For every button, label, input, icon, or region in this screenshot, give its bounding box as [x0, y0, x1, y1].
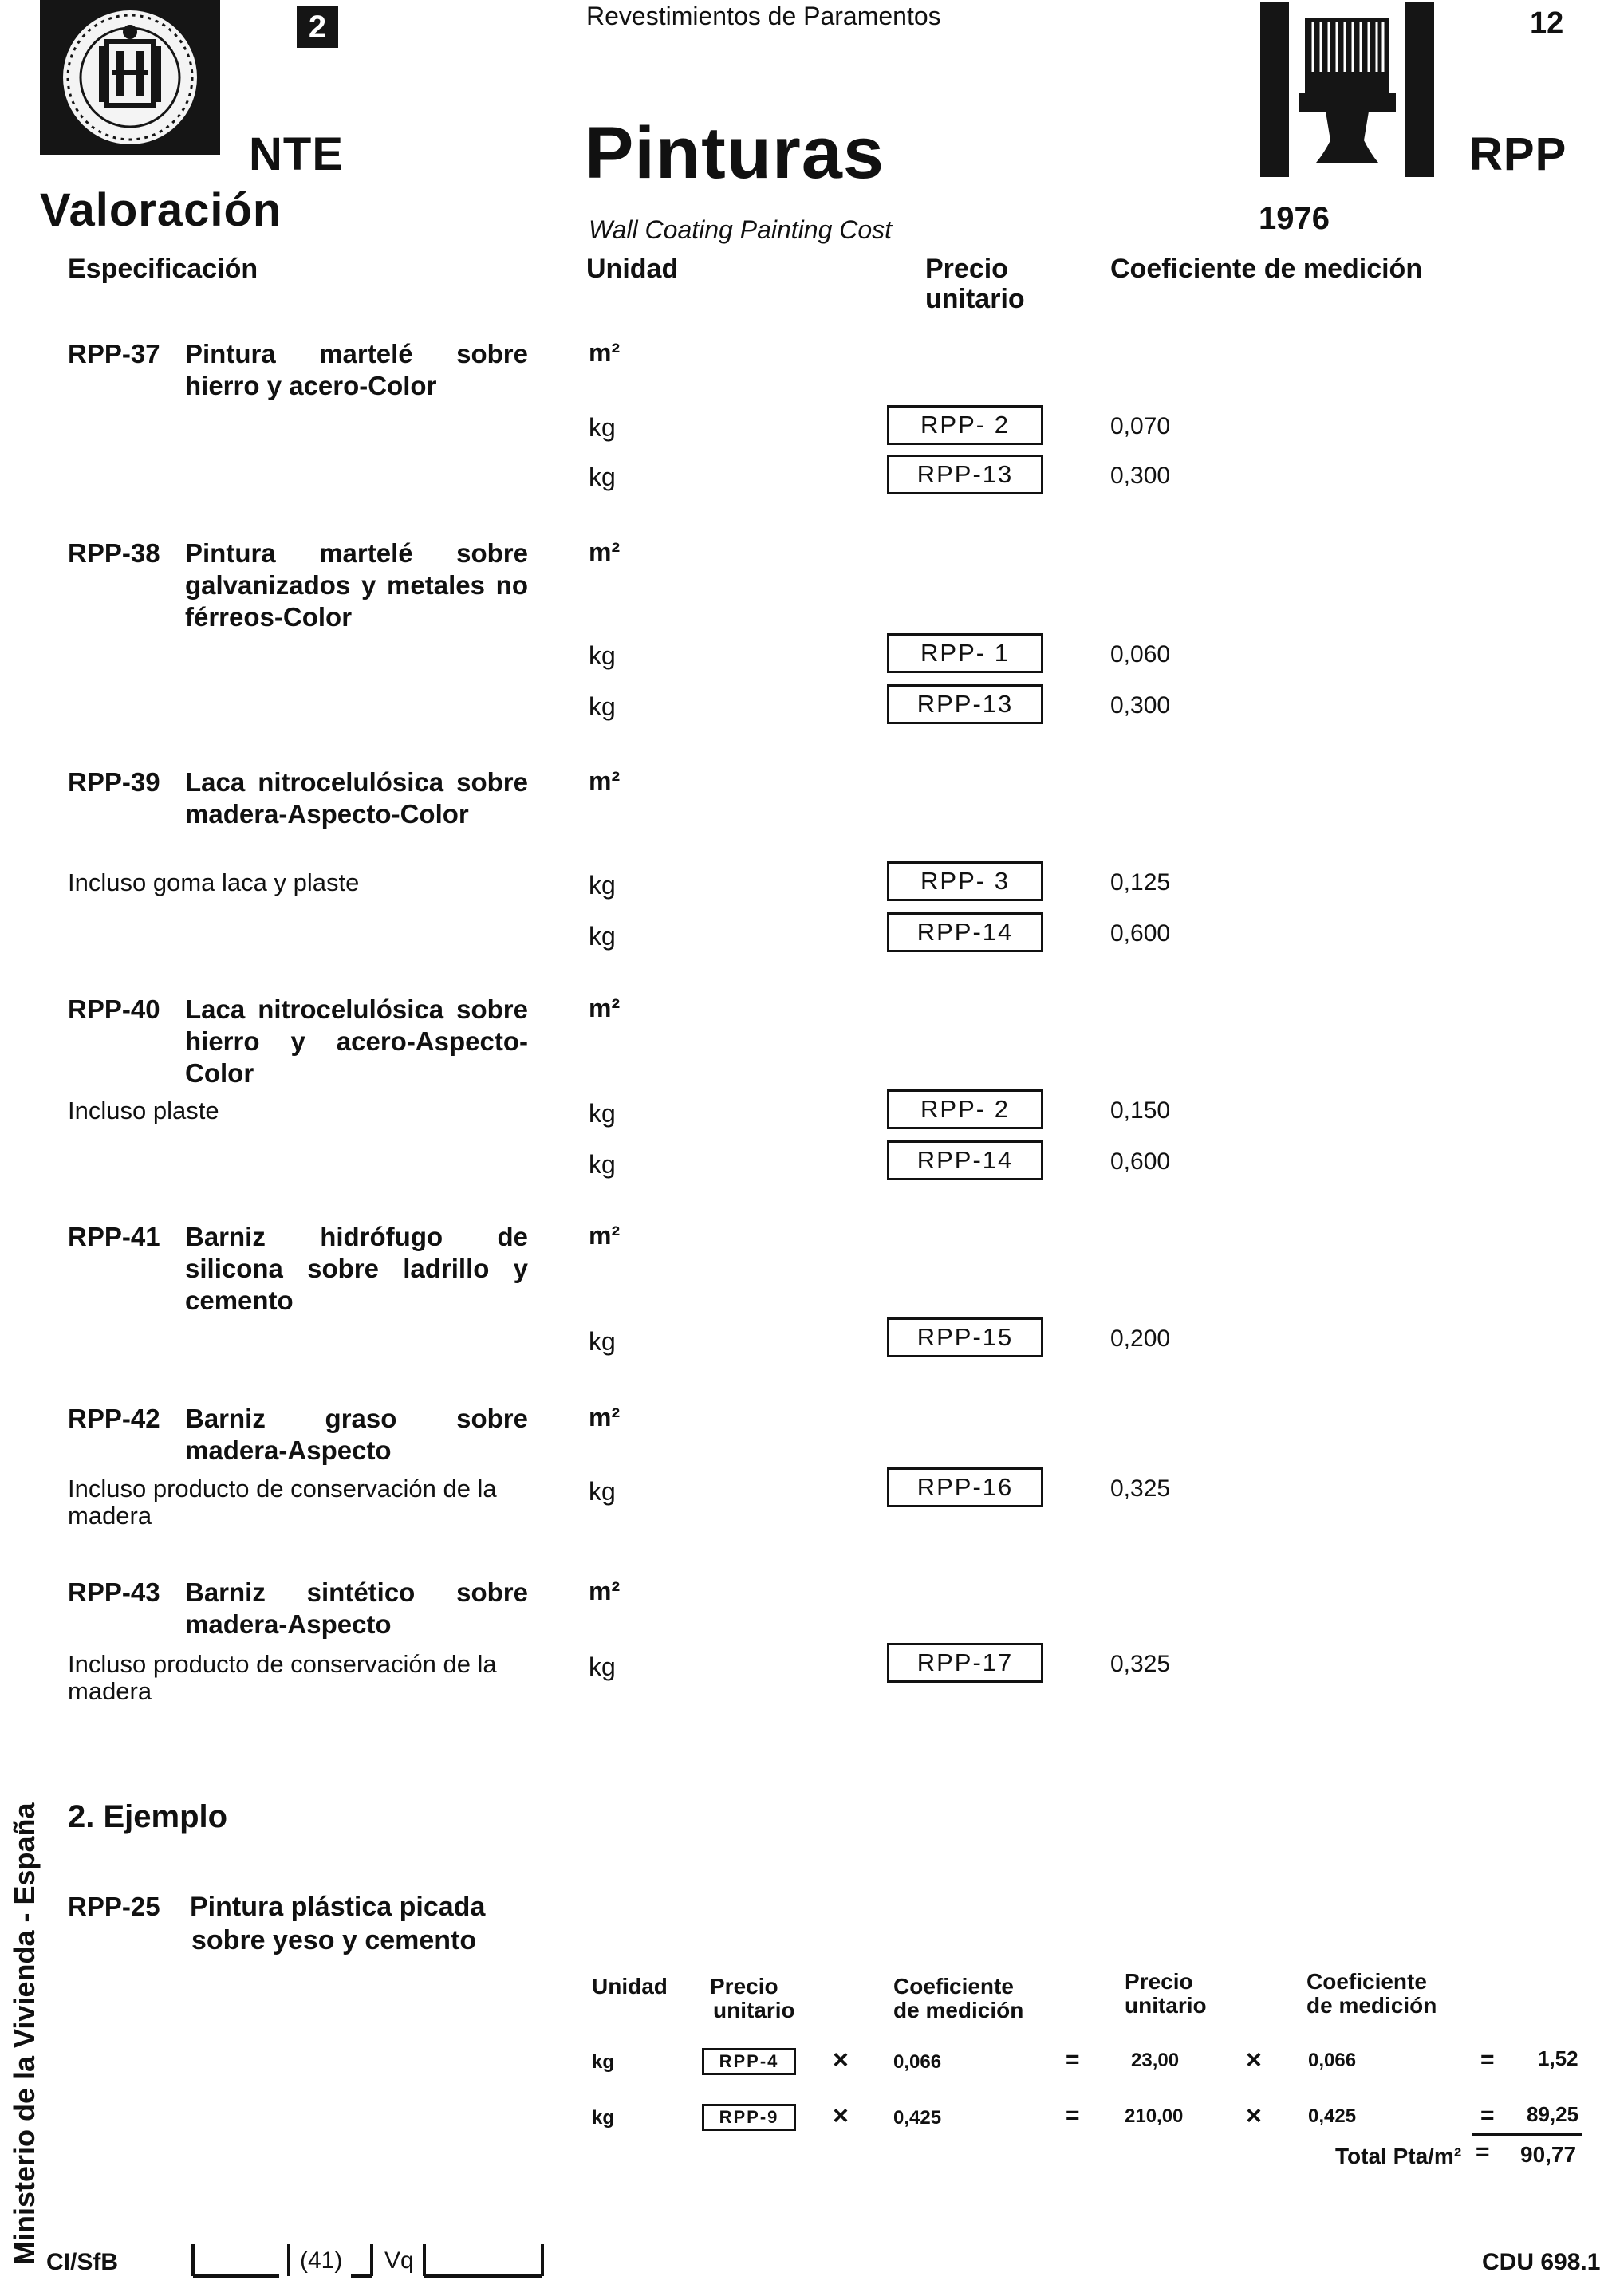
row-unit: kg	[589, 1150, 616, 1179]
example-col-coef2-l2: de medición	[1306, 1993, 1437, 2018]
entry-description: Barniz hidrófugo de silicona sobre ladrillo y cemento	[185, 1222, 528, 1315]
entry-unit: m²	[589, 338, 621, 367]
row-unit: kg	[589, 922, 616, 951]
example-row-coef: 0,066	[893, 2051, 942, 2073]
row-coef: 0,150	[1110, 1097, 1171, 1124]
price-ref-box: RPP-17	[887, 1643, 1043, 1683]
example-row-coef2: 0,425	[1308, 2105, 1357, 2127]
example-row-coef2: 0,066	[1308, 2050, 1357, 2071]
equals-sign: =	[1066, 2102, 1080, 2129]
paintbrush-icon	[1259, 0, 1436, 179]
col-price-header	[925, 254, 1025, 314]
year-label: 1976	[1259, 201, 1330, 236]
entry-note: Incluso producto de conservación de la madera	[68, 1475, 497, 1530]
price-ref-box: RPP-13	[887, 684, 1043, 724]
example-col-coef-l2: de medición	[893, 1998, 1024, 2022]
price-ref-box: RPP-15	[887, 1317, 1043, 1357]
total-equals-sign: =	[1476, 2139, 1490, 2165]
example-row-unit: kg	[592, 2107, 615, 2129]
col-price-header-l1: Precio	[925, 254, 1008, 284]
row-coef: 0,300	[1110, 692, 1171, 719]
total-value: 90,77	[1520, 2142, 1577, 2167]
times-sign: ×	[833, 2101, 849, 2131]
row-coef: 0,070	[1110, 413, 1171, 439]
col-coef-header: Coeficiente de medición	[1110, 254, 1423, 284]
times-sign: ×	[833, 2045, 849, 2075]
entry-unit: m²	[589, 766, 621, 795]
cisfb-label: CI/SfB	[46, 2249, 118, 2275]
chapter-badge: 2	[297, 6, 338, 48]
row-coef: 0,600	[1110, 1148, 1171, 1175]
entry-note: Incluso plaste	[68, 1097, 219, 1124]
example-col-coef2-l1: Coeficiente	[1306, 1969, 1427, 1994]
page-title: Pinturas	[585, 112, 885, 194]
entry-description: Barniz graso sobre madera-Aspecto	[185, 1404, 528, 1465]
col-price-header-l2: unitario	[925, 284, 1025, 314]
row-unit: kg	[589, 1099, 616, 1128]
price-ref-box: RPP-13	[887, 455, 1043, 494]
row-coef: 0,060	[1110, 641, 1171, 668]
cisfb-code-2: Vq	[384, 2247, 414, 2274]
entry-code: RPP-42	[68, 1404, 160, 1433]
row-unit: kg	[589, 1477, 616, 1506]
entry-code: RPP-38	[68, 538, 160, 568]
ministry-label: Ministerio de la Vivienda - España	[8, 1802, 41, 2265]
entry-unit: m²	[589, 994, 621, 1022]
row-unit: kg	[589, 1652, 616, 1681]
entry-description: Pintura martelé sobre galvanizados y metales no férreos-Color	[185, 538, 528, 632]
example-row-unit: kg	[592, 2051, 615, 2073]
equals-sign: =	[1066, 2046, 1080, 2073]
example-description	[190, 1890, 485, 1957]
row-coef: 0,325	[1110, 1651, 1171, 1677]
row-unit: kg	[589, 871, 616, 900]
entry-description: Laca nitrocelulósica sobre madera-Aspecto-Color	[185, 767, 528, 829]
price-ref-box: RPP- 3	[887, 861, 1043, 901]
entry-description: Barniz sintético sobre madera-Aspecto	[185, 1577, 528, 1639]
example-row-result: 1,52	[1538, 2046, 1578, 2070]
total-label: Total Pta/m²	[1335, 2144, 1462, 2168]
row-unit: kg	[589, 692, 616, 721]
price-ref-box: RPP-14	[887, 1140, 1043, 1180]
entry-code: RPP-37	[68, 339, 160, 368]
example-col-price2-l1: Precio	[1125, 1969, 1193, 1994]
example-row-result: 89,25	[1527, 2102, 1579, 2126]
example-row-coef: 0,425	[893, 2107, 942, 2129]
times-sign: ×	[1246, 2045, 1262, 2075]
price-ref-box: RPP- 2	[887, 1089, 1043, 1129]
nte-label: NTE	[249, 128, 344, 180]
example-code: RPP-25	[68, 1892, 160, 1921]
row-unit: kg	[589, 641, 616, 670]
rpp-code: RPP	[1469, 128, 1567, 180]
example-col-coef	[893, 1975, 1023, 2022]
entry-description: Laca nitrocelulósica sobre hierro y acero-Aspecto-Color	[185, 994, 528, 1088]
example-col-coef-l1: Coeficiente	[893, 1974, 1014, 1999]
col-unit-header: Unidad	[586, 254, 679, 284]
example-description-l1: Pintura plástica picada	[190, 1892, 486, 1922]
example-col-price2-l2: unitario	[1125, 1993, 1207, 2018]
row-coef: 0,325	[1110, 1475, 1171, 1502]
cisfb-code-1: (41)	[300, 2247, 343, 2274]
entry-unit: m²	[589, 1221, 621, 1250]
example-col-coef2	[1306, 1970, 1437, 2018]
price-ref-box: RPP-16	[887, 1467, 1043, 1507]
example-row-price: 23,00	[1131, 2050, 1180, 2071]
example-col-price2	[1125, 1970, 1207, 2018]
entry-code: RPP-40	[68, 994, 160, 1024]
example-row-price: 210,00	[1125, 2105, 1184, 2127]
price-ref-box: RPP- 2	[887, 405, 1043, 445]
example-col-price-l2: unitario	[713, 1998, 795, 2022]
entry-code: RPP-41	[68, 1222, 160, 1251]
row-unit: kg	[589, 463, 616, 491]
equals-sign: =	[1480, 2102, 1495, 2129]
entry-unit: m²	[589, 1403, 621, 1432]
example-description-l2: sobre yeso y cemento	[191, 1925, 477, 1955]
equals-sign: =	[1480, 2046, 1495, 2073]
example-col-unit: Unidad	[592, 1974, 668, 1999]
entry-description: Pintura martelé sobre hierro y acero-Color	[185, 339, 528, 400]
vertical-sidebar-text	[8, 1802, 41, 2265]
example-ref-box: RPP-9	[702, 2104, 796, 2131]
row-unit: kg	[589, 413, 616, 442]
entry-note: Incluso producto de conservación de la madera	[68, 1650, 497, 1705]
entry-unit: m²	[589, 538, 621, 566]
entry-code: RPP-39	[68, 767, 160, 797]
example-ref-box: RPP-4	[702, 2048, 796, 2075]
entry-code: RPP-43	[68, 1577, 160, 1607]
page-subtitle: Wall Coating Painting Cost	[589, 215, 893, 244]
sum-rule	[1472, 2133, 1582, 2136]
row-coef: 0,300	[1110, 463, 1171, 489]
price-ref-box: RPP- 1	[887, 633, 1043, 673]
price-ref-box: RPP-14	[887, 912, 1043, 952]
entry-note: Incluso goma laca y plaste	[68, 868, 360, 896]
valoracion-heading: Valoración	[40, 184, 282, 236]
example-col-price-l1: Precio	[710, 1974, 778, 1999]
section-title: Revestimientos de Paramentos	[586, 2, 941, 30]
entry-unit: m²	[589, 1577, 621, 1605]
row-coef: 0,600	[1110, 920, 1171, 947]
page-number: 12	[1530, 6, 1564, 40]
col-spec-header: Especificación	[68, 254, 258, 284]
row-coef: 0,125	[1110, 869, 1171, 896]
example-heading: 2. Ejemplo	[68, 1799, 228, 1834]
example-col-price	[710, 1975, 795, 2022]
ministry-seal-logo	[40, 0, 220, 155]
cisfb-classification-box	[191, 2233, 550, 2281]
row-unit: kg	[589, 1327, 616, 1356]
times-sign: ×	[1246, 2101, 1262, 2131]
cdu-label: CDU 698.1	[1482, 2249, 1601, 2275]
row-coef: 0,200	[1110, 1325, 1171, 1352]
